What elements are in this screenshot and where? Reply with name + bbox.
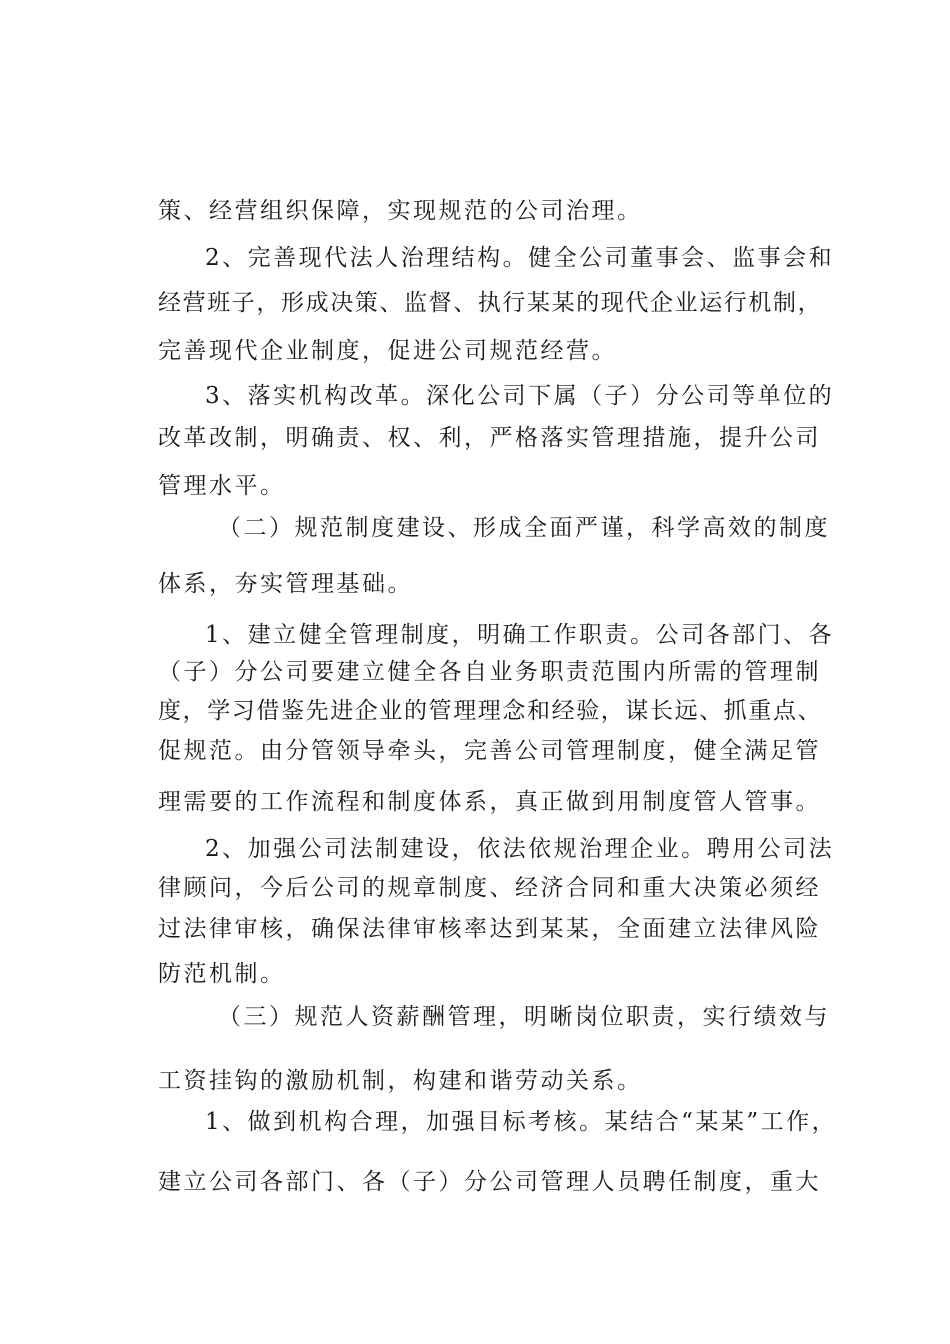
section-heading-line: （三）规范人资薪酬管理，明晰岗位职责，实行绩效与 xyxy=(218,1004,830,1030)
text-line: 策、经营组织保障，实现规范的公司治理。 xyxy=(158,198,643,224)
text-line: 管理水平。 xyxy=(158,473,286,499)
text-line: 1、做到机构合理，加强目标考核。某结合“某某”工作， xyxy=(205,1109,838,1135)
section-heading-line: 工资挂钩的激励机制，构建和谐劳动关系。 xyxy=(158,1068,643,1094)
text-line: 2、加强公司法制建设，依法依规治理企业。聘用公司法 xyxy=(205,836,835,862)
text-line: 建立公司各部门、各（子）分公司管理人员聘任制度，重大 xyxy=(158,1169,821,1195)
text-line: （子）分公司要建立健全各自业务职责范围内所需的管理制 xyxy=(158,659,821,685)
text-line: 过法律审核，确保法律审核率达到某某，全面建立法律风险 xyxy=(158,916,821,942)
text-line: 完善现代企业制度，促进公司规范经营。 xyxy=(158,338,617,364)
text-line: 度，学习借鉴先进企业的管理理念和经验，谋长远、抓重点、 xyxy=(158,698,823,724)
text-line: 1、建立健全管理制度，明确工作职责。公司各部门、各 xyxy=(205,622,835,648)
section-heading-line: 体系，夯实管理基础。 xyxy=(158,571,413,597)
text-line: 律顾问，今后公司的规章制度、经济合同和重大决策必须经 xyxy=(158,875,821,901)
text-line: 3、落实机构改革。深化公司下属（子）分公司等单位的 xyxy=(205,383,835,409)
text-line: 改革改制，明确责、权、利，严格落实管理措施，提升公司 xyxy=(158,425,821,451)
text-line: 防范机制。 xyxy=(158,961,286,987)
text-line: 2、完善现代法人治理结构。健全公司董事会、监事会和 xyxy=(205,245,835,271)
text-line: 经营班子，形成决策、监督、执行某某的现代企业运行机制， xyxy=(158,290,823,316)
text-line: 促规范。由分管领导牵头，完善公司管理制度，健全满足管 xyxy=(158,738,821,764)
section-heading-line: （二）规范制度建设、形成全面严谨，科学高效的制度 xyxy=(218,515,830,541)
text-line: 理需要的工作流程和制度体系，真正做到用制度管人管事。 xyxy=(158,789,821,815)
